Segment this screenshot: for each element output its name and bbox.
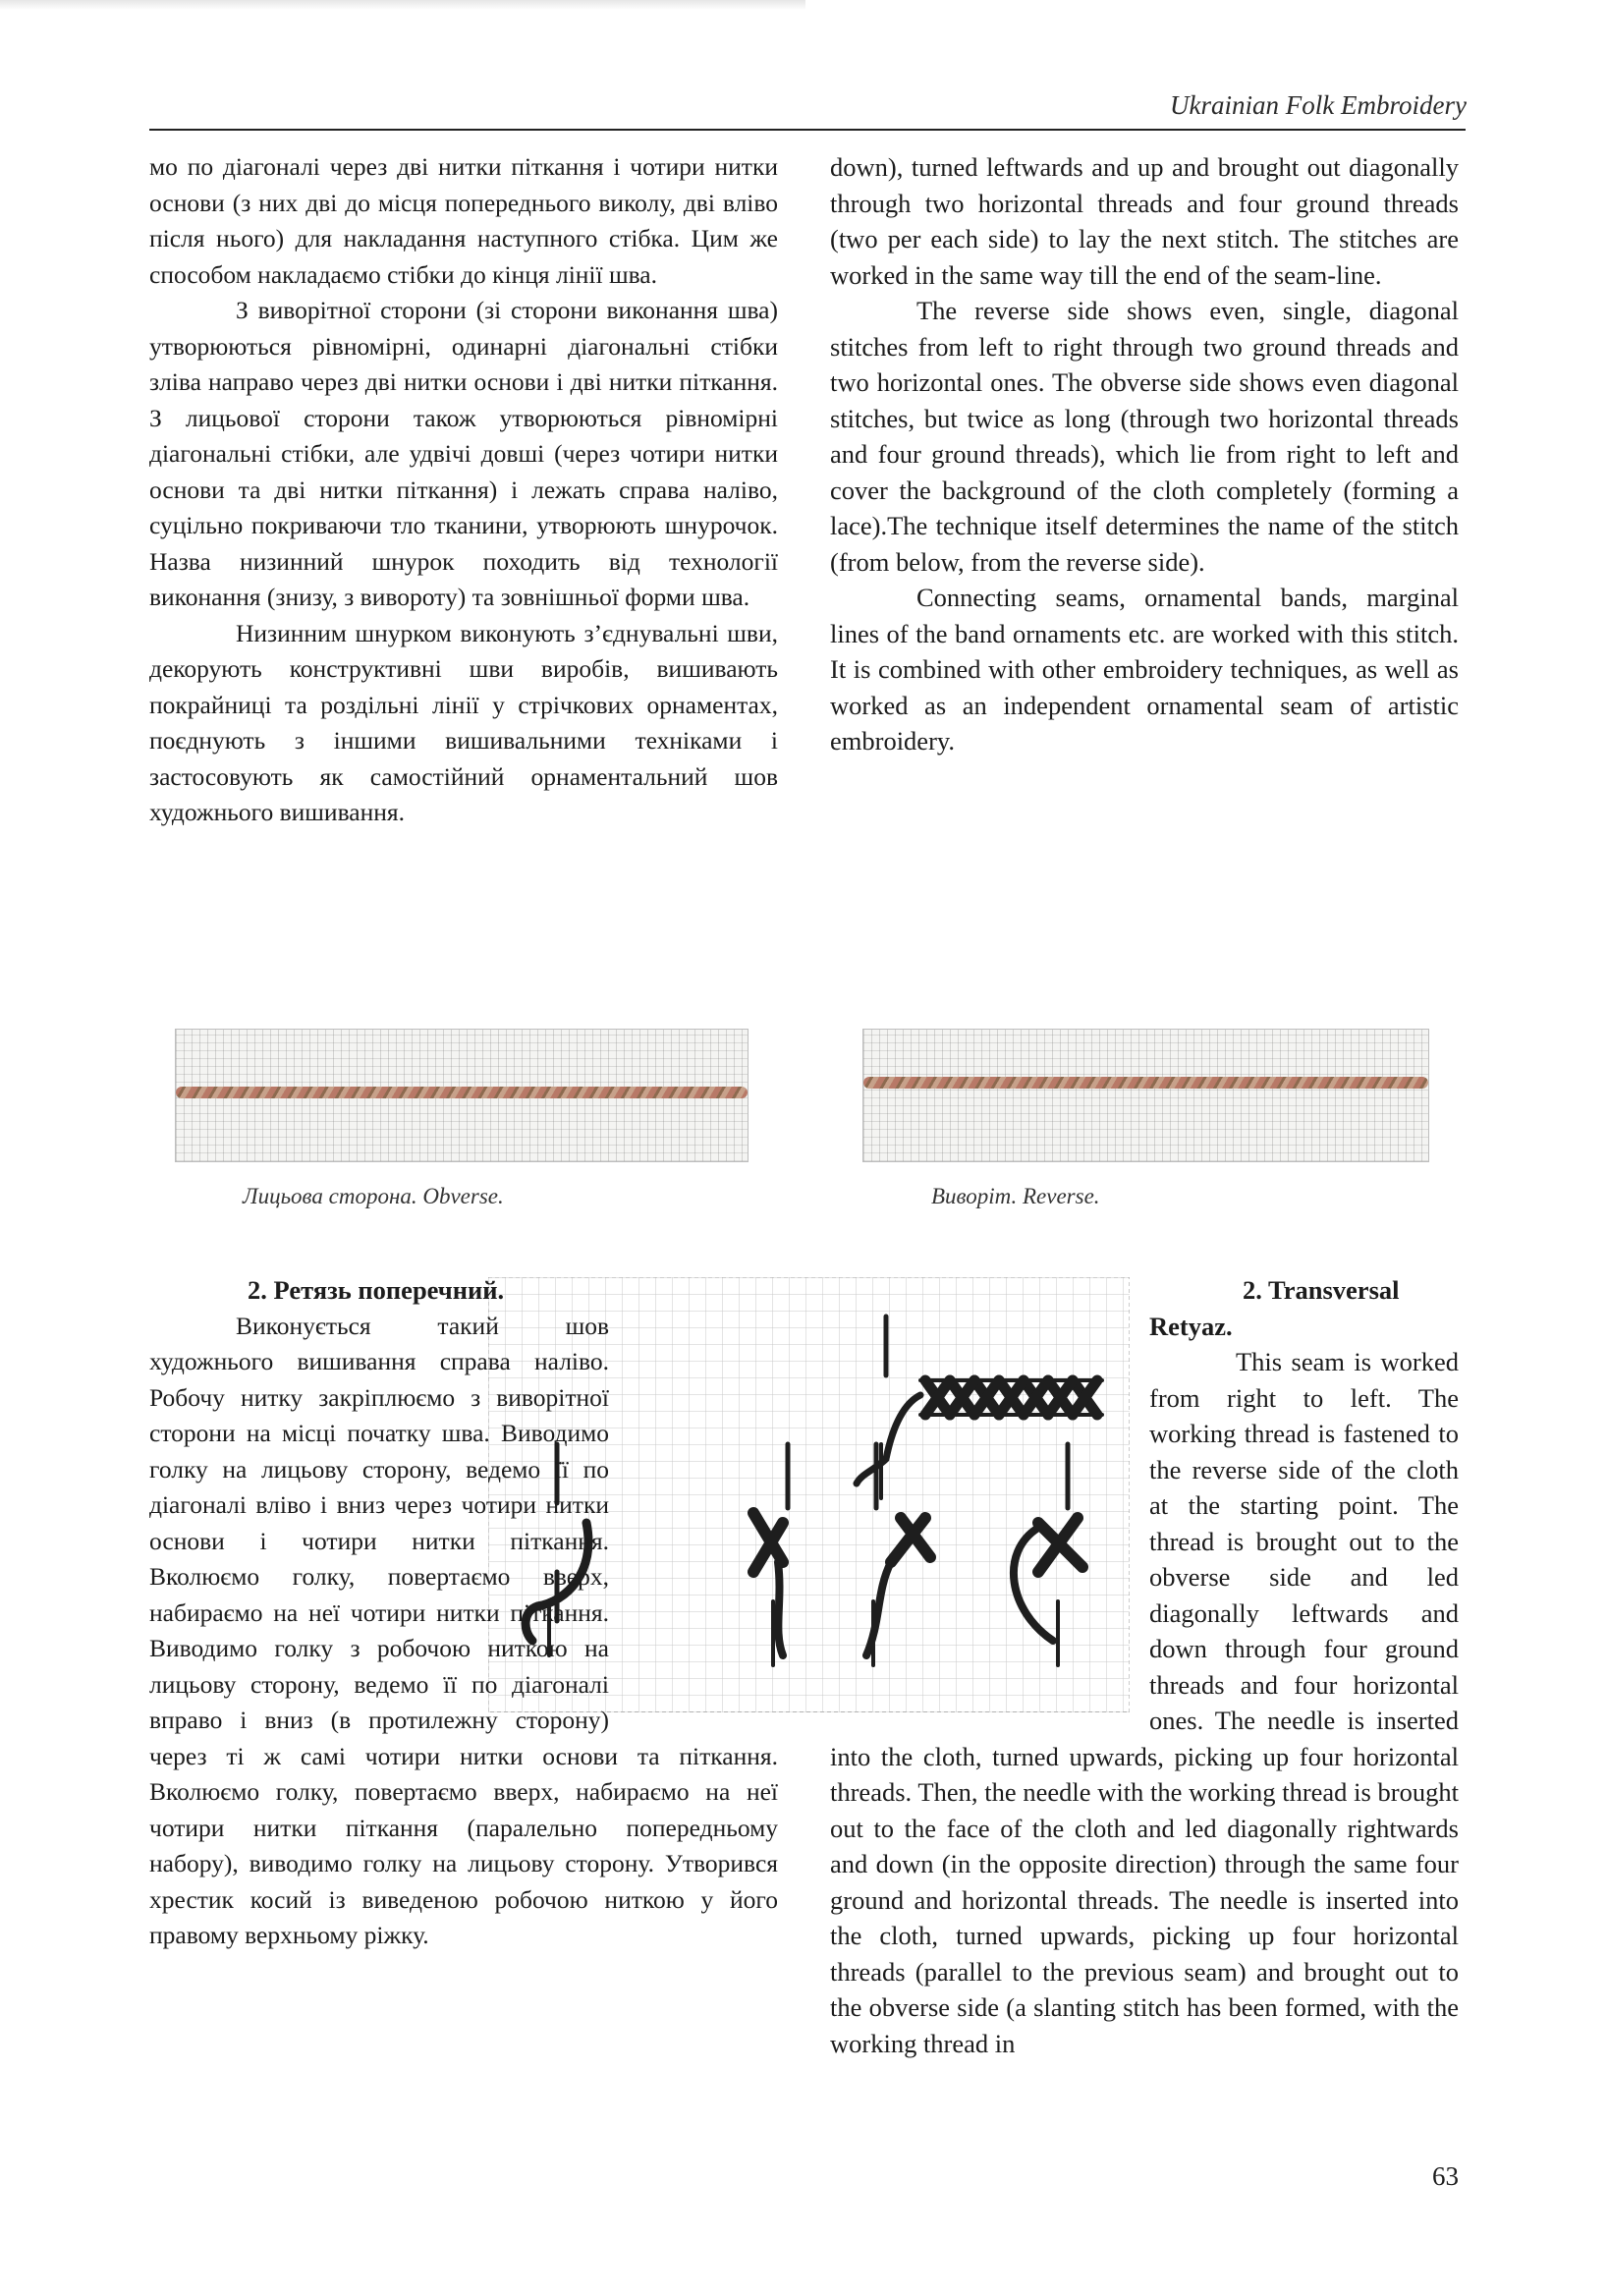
stitch-thread — [863, 1077, 1428, 1089]
reverse-photo — [862, 1029, 1429, 1162]
page-number: 63 — [1432, 2161, 1459, 2191]
obverse-photo — [175, 1029, 749, 1162]
obverse-caption: Лицьова сторона. Obverse. — [243, 1184, 504, 1208]
en-top-p3: Connecting seams, ornamental bands, marginal lines of the band ornaments etc. are worked with this stitch. It is combined with other embroidery techniques, as well as worked as an independent ornamental seam of artistic embroidery. — [830, 583, 1459, 756]
running-header: Ukrainian Folk Embroidery — [1170, 90, 1467, 120]
ua-top-p1: мо по діагоналі через дві нитки піткання і чотири нитки основи (з них дві до місця попереднього виколу, дві вліво після нього) для накладання наступного стібка. Цим же способом накладаємо стібки до кінця лінії шва. — [149, 152, 778, 289]
ua-top-p3: Низинним шнурком виконують з’єднувальні шви, декорують конструктивні шви виробів, вишивають покрайниці та роздільні лінії у стрічкових орнаментах, поєднують з іншими вишивальними техніками і застосовують як самостійний орнаментальний шов художнього вишивання. — [149, 618, 778, 826]
en-bottom-heading: 2. Transversal Retyaz. — [1149, 1275, 1400, 1341]
ua-bottom-p1: Виконується такий шов художнього вишивання справа наліво. Робочу нитку закріплюємо з виворітної сторони на місці початку шва. Виводимо голку на лицьову сторону, ведемо її по діагоналі вліво і вниз через чотири нитки основи і чотири нитки піткання. Вколюємо голку, повертаємо вверх, набираємо на неї чотири нитки піткання. Виводимо голку з робочою ниткою на лицьову сторону, ведемо її по діагоналі вправо і вниз (в протилежну сторону) через ті ж самі чотири нитки основи та піткання. Вколюємо голку, повертаємо вверх, набираємо на неї чотири нитки піткання (паралельно попередньому набору), виводимо голку на лицьову сторону. Утворився хрестик косий із виведеною робочою ниткою у його правому верхньому ріжку. — [149, 1311, 778, 1949]
en-top-p2: The reverse side shows even, single, diagonal stitches from left to right through two ground threads and two horizontal ones. The obverse side shows even diagonal stitches, but twice as long (through two horizontal threads and four ground threads), which lie from right to left and cover the background of the cloth completely (forming a lace).The technique itself determines the name of the stitch (from below, from the reverse side). — [830, 296, 1459, 577]
ua-top-p2: З виворітної сторони (зі сторони виконання шва) утворюються рівномірні, одинарні діагональні стібки зліва направо через дві нитки основи і дві нитки піткання. З лицьової сторони також утворюються рівномірні діагональні стібки, але удвічі довші (через чотири нитки основи та дві нитки піткання) і лежать справа наліво, суцільно покриваючи тло тканини, утворюють шнурочок. Назва низинний шнурок походить від технології виконання (знизу, з вивороту) та зовнішньої форми шва. — [149, 296, 778, 611]
ua-bottom-heading: 2. Ретязь поперечний. — [248, 1275, 505, 1305]
en-top-p1: down), turned leftwards and up and brought out diagonally through two horizontal threads and four ground threads (two per each side) to lay the next stitch. The stitches are worked in the same way till the end of the seam-line. — [830, 152, 1459, 290]
fabric-weave — [863, 1030, 1428, 1161]
figure-float — [609, 1272, 778, 1719]
ua-bottom-column — [149, 1272, 778, 1954]
ua-top-column — [149, 149, 778, 831]
header-rule — [149, 129, 1466, 131]
scan-edge — [0, 0, 805, 10]
figure-float — [830, 1272, 1149, 1719]
stitch-thread — [176, 1087, 748, 1098]
en-bottom-p1: This seam is worked from right to left. The working thread is fastened to the reverse side of the cloth at the starting point. The thread is brought out to the obverse side and led diagonally leftwards and down through four ground threads and four horizontal ones. The needle is inserted into the cloth, turned upwards, picking up four horizontal threads. Then, the needle with the working thread is brought out to the face of the cloth and led diagonally rightwards and down (in the opposite direction) through the same four ground and horizontal threads. The needle is inserted into the cloth, turned upwards, picking up four horizontal threads (parallel to the previous seam) and brought out to the obverse side (a slanting stitch has been formed, with the working thread in — [830, 1347, 1459, 2058]
en-top-column — [830, 149, 1459, 759]
en-bottom-column — [830, 1272, 1459, 2061]
reverse-caption: Виворіт. Reverse. — [931, 1184, 1100, 1208]
